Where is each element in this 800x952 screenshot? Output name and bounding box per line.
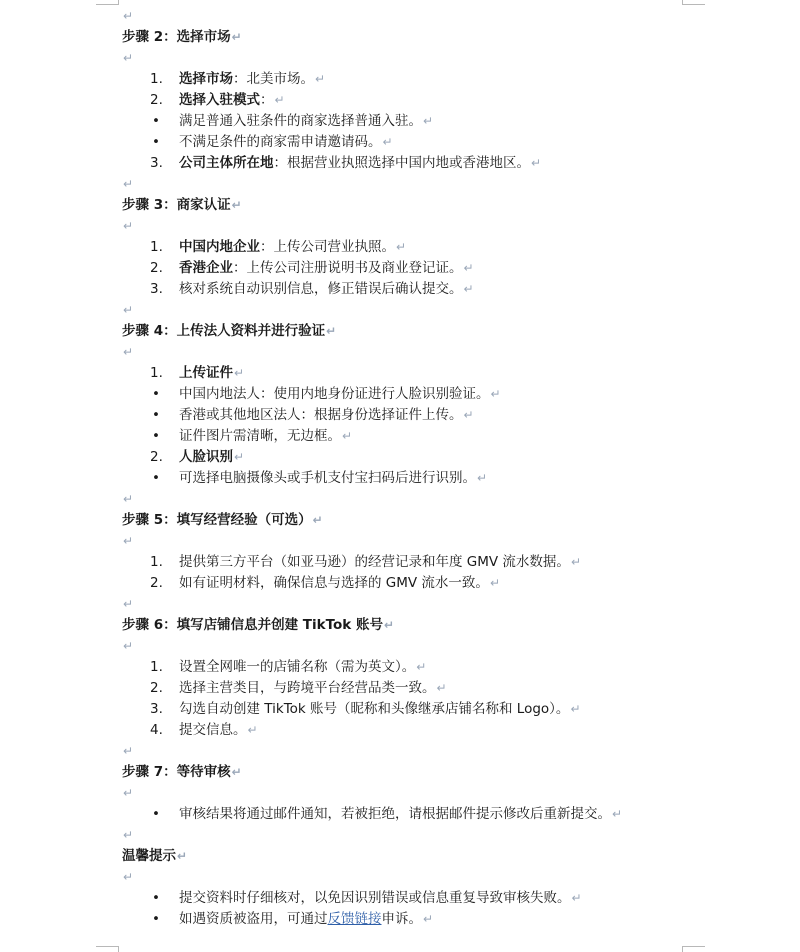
- list-number: 3.: [150, 281, 163, 297]
- paragraph-mark: ↵: [531, 156, 542, 170]
- heading-text: 步骤 5：填写经营经验（可选）: [122, 512, 312, 528]
- crop-mark-top-left: [96, 0, 119, 5]
- item-bold-label: 上传证件: [179, 365, 233, 381]
- list-item[interactable]: [150, 552, 581, 573]
- heading-text: 步骤 4：上传法人资料并进行验证: [122, 323, 326, 339]
- list-item[interactable]: [150, 90, 285, 111]
- list-item[interactable]: [150, 363, 244, 384]
- item-bold-label: 中国内地企业: [179, 239, 260, 255]
- paragraph-mark: ↵: [570, 555, 581, 569]
- paragraph-mark: ↵: [231, 198, 242, 212]
- item-text: 中国内地法人：使用内地身份证进行人脸识别验证。: [179, 386, 490, 402]
- paragraph-mark: ↵: [423, 114, 434, 128]
- list-item[interactable]: [150, 468, 487, 489]
- list-item[interactable]: [150, 888, 582, 909]
- list-item[interactable]: [150, 111, 433, 132]
- paragraph-mark: ↵: [489, 576, 500, 590]
- item-bold-label: 选择入驻模式: [179, 92, 260, 108]
- paragraph-mark: ↵: [123, 534, 134, 548]
- empty-paragraph[interactable]: [122, 636, 133, 657]
- item-text: 核对系统自动识别信息，修正错误后确认提交。: [179, 281, 463, 297]
- feedback-link[interactable]: 反馈链接: [327, 911, 382, 927]
- paragraph-mark: ↵: [477, 471, 488, 485]
- list-number: 2.: [150, 92, 163, 108]
- paragraph-mark: ↵: [490, 387, 501, 401]
- list-item[interactable]: [150, 720, 258, 741]
- list-item[interactable]: [150, 279, 474, 300]
- list-item[interactable]: [150, 384, 501, 405]
- paragraph-mark: ↵: [123, 492, 134, 506]
- paragraph-mark: ↵: [123, 744, 134, 758]
- item-text: ：北美市场。: [233, 71, 314, 87]
- heading-text: 步骤 7：等待审核: [122, 764, 231, 780]
- bullet: •: [152, 428, 160, 444]
- paragraph-mark: ↵: [274, 93, 285, 107]
- list-number: 1.: [150, 554, 163, 570]
- bullet: •: [152, 911, 160, 927]
- step-4-heading[interactable]: [122, 321, 336, 342]
- paragraph-mark: ↵: [234, 366, 245, 380]
- heading-text: 步骤 3：商家认证: [122, 197, 231, 213]
- paragraph-mark: ↵: [123, 51, 134, 65]
- step-3-heading[interactable]: [122, 195, 242, 216]
- item-text: 提交资料时仔细核对，以免因识别错误或信息重复导致审核失败。: [179, 890, 571, 906]
- empty-paragraph[interactable]: [122, 342, 133, 363]
- list-number: 2.: [150, 449, 163, 465]
- paragraph-mark: ↵: [234, 450, 245, 464]
- list-number: 2.: [150, 680, 163, 696]
- paragraph-mark: ↵: [416, 660, 427, 674]
- empty-paragraph[interactable]: [122, 741, 133, 762]
- empty-paragraph[interactable]: [122, 216, 133, 237]
- list-number: 4.: [150, 722, 163, 738]
- paragraph-mark: ↵: [231, 30, 242, 44]
- item-text: 可选择电脑摄像头或手机支付宝扫码后进行识别。: [179, 470, 476, 486]
- paragraph-mark: ↵: [123, 219, 134, 233]
- list-item[interactable]: [150, 447, 244, 468]
- paragraph-mark: ↵: [396, 240, 407, 254]
- crop-mark-bottom-left: [96, 946, 119, 952]
- paragraph-mark: ↵: [123, 345, 134, 359]
- list-item[interactable]: [150, 132, 393, 153]
- item-text: 提供第三方平台（如亚马逊）的经营记录和年度 GMV 流水数据。: [179, 554, 570, 570]
- item-text: ：上传公司营业执照。: [260, 239, 395, 255]
- step-7-heading[interactable]: [122, 762, 242, 783]
- paragraph-mark: ↵: [123, 786, 134, 800]
- list-item[interactable]: [150, 699, 581, 720]
- paragraph-mark: ↵: [382, 135, 393, 149]
- list-number: 3.: [150, 155, 163, 171]
- paragraph-mark: ↵: [571, 891, 582, 905]
- bullet: •: [152, 806, 160, 822]
- paragraph-mark: ↵: [123, 9, 134, 23]
- paragraph-mark: ↵: [612, 807, 623, 821]
- list-number: 2.: [150, 575, 163, 591]
- crop-mark-top-right: [682, 0, 705, 5]
- item-text: ：上传公司注册说明书及商业登记证。: [233, 260, 463, 276]
- paragraph-mark: ↵: [423, 912, 434, 926]
- empty-paragraph[interactable]: [122, 825, 133, 846]
- empty-paragraph[interactable]: [122, 489, 133, 510]
- bullet: •: [152, 113, 160, 129]
- bullet: •: [152, 407, 160, 423]
- heading-text: 步骤 2：选择市场: [122, 29, 231, 45]
- empty-paragraph[interactable]: [122, 783, 133, 804]
- empty-paragraph[interactable]: [122, 48, 133, 69]
- paragraph-mark: ↵: [247, 723, 258, 737]
- item-text: 申诉。: [381, 911, 422, 927]
- paragraph-mark: ↵: [463, 282, 474, 296]
- paragraph-mark: ↵: [436, 681, 447, 695]
- list-item[interactable]: [150, 405, 474, 426]
- paragraph-mark: ↵: [312, 513, 323, 527]
- paragraph-mark: ↵: [463, 261, 474, 275]
- list-item[interactable]: [150, 573, 500, 594]
- list-number: 1.: [150, 659, 163, 675]
- item-bold-label: 人脸识别: [179, 449, 233, 465]
- empty-paragraph[interactable]: [122, 594, 133, 615]
- item-text: 证件图片需清晰，无边框。: [179, 428, 341, 444]
- paragraph-mark: ↵: [315, 72, 326, 86]
- paragraph-mark: ↵: [123, 639, 134, 653]
- item-text: ：根据营业执照选择中国内地或香港地区。: [273, 155, 530, 171]
- item-text: 设置全网唯一的店铺名称（需为英文）。: [179, 659, 416, 675]
- paragraph-mark: ↵: [231, 765, 242, 779]
- list-item[interactable]: [150, 237, 406, 258]
- step-2-heading[interactable]: [122, 27, 242, 48]
- step-6-heading[interactable]: [122, 615, 394, 636]
- paragraph-mark: ↵: [123, 828, 134, 842]
- list-item[interactable]: [150, 804, 622, 825]
- list-number: 1.: [150, 239, 163, 255]
- bullet: •: [152, 890, 160, 906]
- paragraph-mark: ↵: [326, 324, 337, 338]
- empty-paragraph[interactable]: [122, 6, 133, 27]
- bullet: •: [152, 386, 160, 402]
- paragraph-mark: ↵: [123, 870, 134, 884]
- list-number: 2.: [150, 260, 163, 276]
- step-5-heading[interactable]: [122, 510, 323, 531]
- list-number: 1.: [150, 365, 163, 381]
- item-text: 香港或其他地区法人：根据身份选择证件上传。: [179, 407, 463, 423]
- list-item[interactable]: [150, 258, 474, 279]
- list-item[interactable]: [150, 69, 325, 90]
- list-item[interactable]: [150, 678, 447, 699]
- empty-paragraph[interactable]: [122, 867, 133, 888]
- list-number: 3.: [150, 701, 163, 717]
- list-number: 1.: [150, 71, 163, 87]
- empty-paragraph[interactable]: [122, 300, 133, 321]
- item-text: 如遇资质被盗用，可通过: [179, 911, 328, 927]
- empty-paragraph[interactable]: [122, 531, 133, 552]
- paragraph-mark: ↵: [570, 702, 581, 716]
- heading-text: 温馨提示: [122, 848, 176, 864]
- item-text: 审核结果将通过邮件通知，若被拒绝，请根据邮件提示修改后重新提交。: [179, 806, 611, 822]
- item-text: 不满足条件的商家需申请邀请码。: [179, 134, 382, 150]
- tips-heading[interactable]: [122, 846, 187, 867]
- item-bold-label: 香港企业: [179, 260, 233, 276]
- paragraph-mark: ↵: [463, 408, 474, 422]
- list-item[interactable]: [150, 657, 426, 678]
- item-text: 满足普通入驻条件的商家选择普通入驻。: [179, 113, 422, 129]
- bullet: •: [152, 470, 160, 486]
- paragraph-mark: ↵: [123, 177, 134, 191]
- item-bold-label: 公司主体所在地: [179, 155, 274, 171]
- item-text: ：: [260, 92, 274, 108]
- paragraph-mark: ↵: [383, 618, 395, 632]
- crop-mark-bottom-right: [682, 946, 705, 952]
- item-text: 如有证明材料，确保信息与选择的 GMV 流水一致。: [179, 575, 489, 591]
- bullet: •: [152, 134, 160, 150]
- item-text: 选择主营类目，与跨境平台经营品类一致。: [179, 680, 436, 696]
- list-item[interactable]: [150, 426, 352, 447]
- empty-paragraph[interactable]: [122, 174, 133, 195]
- item-text: 勾选自动创建 TikTok 账号（昵称和头像继承店铺名称和 Logo）。: [179, 701, 570, 717]
- list-item[interactable]: [150, 909, 433, 930]
- heading-text: 步骤 6：填写店铺信息并创建 TikTok 账号: [122, 617, 383, 633]
- item-text: 提交信息。: [179, 722, 247, 738]
- paragraph-mark: ↵: [123, 597, 134, 611]
- paragraph-mark: ↵: [123, 303, 134, 317]
- item-bold-label: 选择市场: [179, 71, 233, 87]
- paragraph-mark: ↵: [342, 429, 353, 443]
- paragraph-mark: ↵: [177, 849, 188, 863]
- list-item[interactable]: [150, 153, 541, 174]
